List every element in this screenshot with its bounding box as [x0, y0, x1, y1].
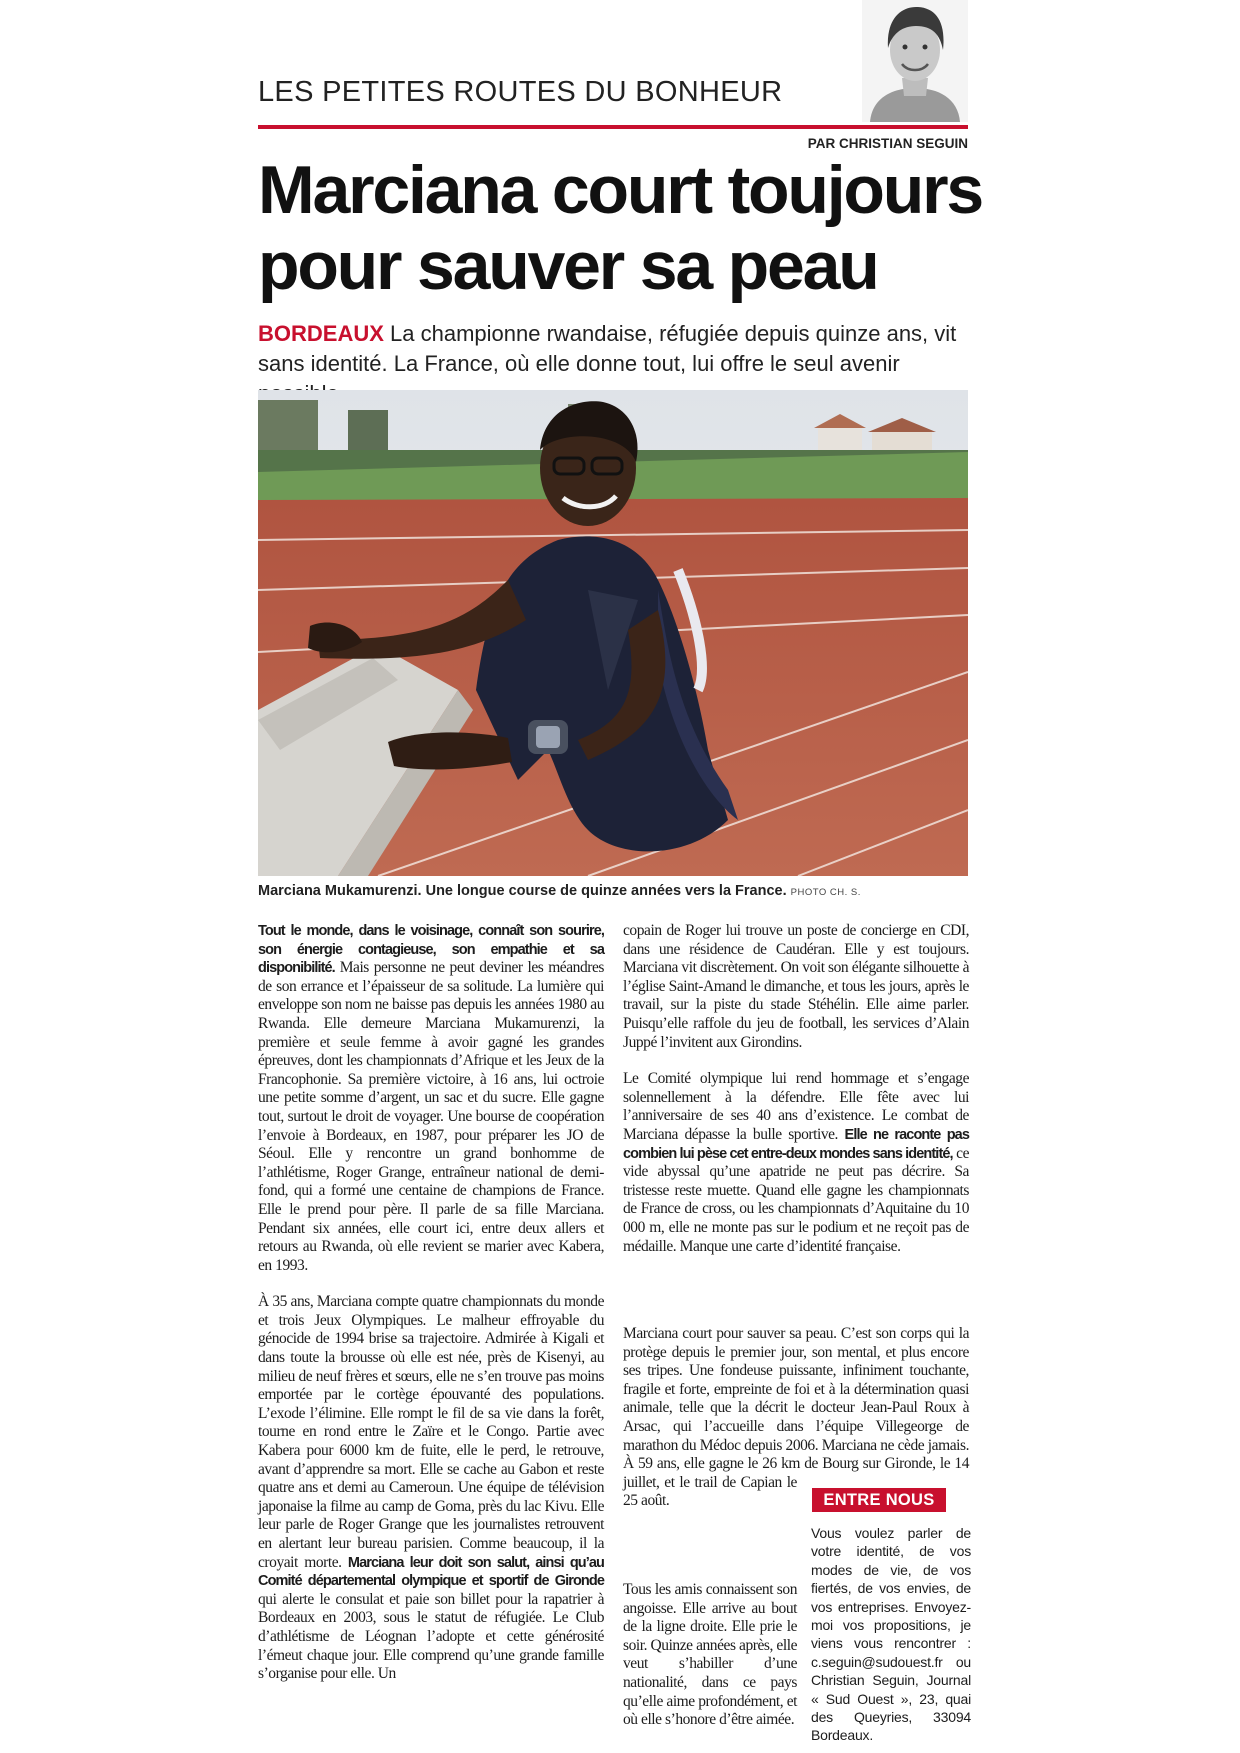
sidebar-box-title: ENTRE NOUS	[812, 1488, 946, 1512]
headline	[258, 152, 982, 304]
section-rubric: LES PETITES ROUTES DU BONHEUR	[258, 76, 783, 108]
paragraph-2-emphasis: Marciana leur doit son salut, ainsi qu’au Comité départemental olympique et sportif de Gironde	[258, 1554, 604, 1590]
paragraph-3: copain de Roger lui trouve un poste de concierge en CDI, dans une résidence de Caudéran. Elle y est toujours. Marciana vit discrètement. On voit son élégante silhouette à l’église Saint-Amand le dimanche, et tous les jours, après le travail, sur la piste du stade Stéhélin. Elle aime parler. Puisqu’elle raffole du jeu de football, les services d’Alain Juppé l’invitent aux Girondins.	[623, 922, 969, 1051]
paragraph-2	[258, 1293, 604, 1683]
byline: PAR CHRISTIAN SEGUIN	[807, 136, 968, 151]
paragraph-1	[258, 922, 604, 1275]
author-portrait	[862, 0, 968, 122]
headline-line-1: Marciana court toujours	[258, 152, 982, 228]
paragraph-4	[623, 1070, 969, 1256]
paragraph-6: Tous les amis connaissent son angoisse. Elle arrive au bout de la ligne droite. Elle prie le soir. Quinze années après, elle veut s’habiller d’une nationalité, dans ce pays qu’elle aime profondément, et où elle s’honore d’être aimée.	[623, 1581, 797, 1729]
photo-caption	[258, 883, 970, 899]
paragraph-4-end: ce vide abyssal qu’une apatride ne peut pas décrire. Sa tristesse reste muette. Quand elle gagne les championnats de France de cross, ou les championnats d’Aquitaine du 10 000 m, elle ne monte pas sur le podium et ne reçoit pas de médaille. Manque une carte d’identité française.	[623, 1144, 969, 1255]
sidebar-box-text: Vous voulez parler de votre identité, de vos modes de vie, de vos fiertés, de vos envies, de vos entreprises. Envoyez-moi vos propositions, je viens vous rencontrer : c.seguin@sudouest.fr ou Christian Seguin, Journal « Sud Ouest », 23, quai des Queyries, 33094 Bordeaux.	[811, 1525, 971, 1744]
standfirst-text: La championne rwandaise, réfugiée depuis quinze ans, vit sans identité. La France, où elle donne tout, lui offre le seul avenir	[258, 321, 957, 376]
photo-credit: PHOTO CH. S.	[790, 887, 861, 898]
article-column-1	[258, 922, 604, 1684]
headline-line-2: pour sauver sa peau	[258, 228, 878, 304]
paragraph-4-text: Le Comité olympique lui rend hommage et s’engage solennellement à la défendre. Elle fête avec lui l’anniversaire de ses 40 ans d’existence. Le combat de Marciana dépasse la bulle sportive.	[623, 1070, 969, 1143]
paragraph-1-text: Mais personne ne peut deviner les méandres de son errance et l’épaisseur de sa solitude. La lumière qui enveloppe son nom ne baisse pas depuis les années 1980 au Rwanda. Elle demeure Marciana Mukamurenzi, la première et seule femme à avoir gagné les grandes épreuves, dont les championnats d’Afrique et les Jeux de la Francophonie. Sa première victoire, à 16 ans, lui octroie une petite somme d’argent, un sac et du sucre. Elle gagne tout, surtout le droit de voyager. Une bourse de coopération l’envoie à Bordeaux, en 1987, pour préparer les JO de Séoul. Elle y rencontre un grand bonhomme de l’athlétisme, Roger Grange, entraîneur national de demi-fond, qui a formé une centaine de champions de France. Elle le prend pour père. Il parle de sa fille Marciana. Pendant six années, elle court ici, entre deux allers et retours au Rwanda, où elle revient se marier avec Kabera, en 1993.	[258, 959, 604, 1274]
paragraph-4-emphasis: Elle ne raconte pas combien lui pèse cet entre-deux mondes sans identité,	[623, 1126, 969, 1162]
article-column-2-narrow	[623, 1581, 797, 1730]
paragraph-2-text: À 35 ans, Marciana compte quatre championnats du monde et trois Jeux Olympiques. Le malheur effroyable du génocide de 1994 brise sa trajectoire. Admirée à Kigali et dans toute la brousse où elle est née, près de Kisenyi, au milieu de neuf frères et sœurs, elle ne s’en trouve pas moins emportée par le cortège épouvanté des populations. L’exode l’élimine. Elle rompt le fil de sa vie dans la forêt, tourne en rond entre le Zaïre et le Congo. Partie avec Kabera pour 6000 km de fuite, elle le perd, le retrouve, avant d’apprendre sa mort. Elle se cache au Gabon et reste quatre ans et demi au Cameroun. Une équipe de télévision japonaise la filme au camp de Goma, près du lac Kivu. Elle leur parle de Roger Grange que les journalistes retrouvent en alertant leur bureau parisien. Comme beaucoup, il la croyait morte.	[258, 1293, 604, 1571]
paragraph-2-end: qui alerte le consulat et paie son billet pour la rapatrier à Bordeaux en 2003, sous le statut de réfugiée. Le Club d’athlétisme de Léognan l’adopte et cette générosité l’émeut chaque jour. Elle comprend qu’une grande famille s’organise pour elle. Un	[258, 1590, 604, 1683]
rubric-divider	[258, 125, 968, 129]
lead-in: Tout le monde, dans le voisinage, connaît son sourire, son énergie contagieuse, son empathie et sa disponibilité.	[258, 923, 604, 977]
dateline-place: BORDEAUX	[258, 321, 384, 346]
caption-text: Marciana Mukamurenzi. Une longue course de quinze années vers la France.	[258, 883, 787, 899]
article-column-2	[623, 922, 969, 1256]
article-photo	[258, 390, 968, 876]
paragraph-5: Marciana court pour sauver sa peau. C’est son corps qui la protège depuis le premier jour, son mental, et plus encore ses tripes. Une fondeuse puissante, infiniment touchante, fragile et forte, empreinte de foi et à la détermination quasi animale, telle que la décrit le docteur Jean-Paul Roux à Arsac, qui l’accueille dans l’équipe Villegeorge de marathon du Médoc depuis 2006. Marciana ne cède jamais. À 59 ans, elle gagne le 26 km de Bourg sur Gironde, le 14 juillet, et le trail de Capian le 25 août.	[623, 1325, 969, 1510]
